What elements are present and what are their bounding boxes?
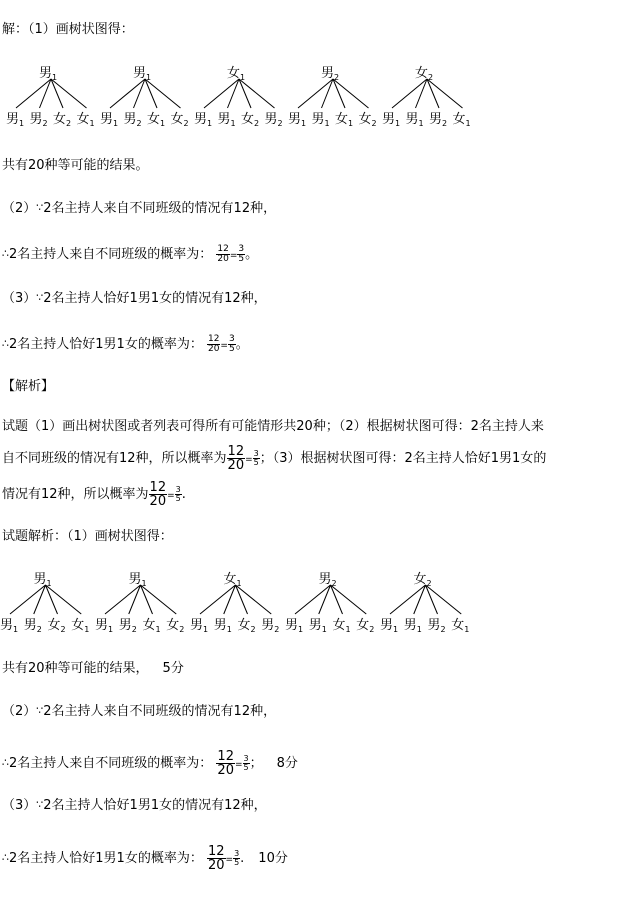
tree-leaf-node: 男$_2$ bbox=[264, 112, 283, 128]
fraction-12-20: $\frac{12}{20}$ bbox=[149, 480, 167, 509]
tree-leaf-node: 男$_2$ bbox=[118, 618, 137, 634]
score-label: 10分 bbox=[258, 851, 288, 866]
tree-branch bbox=[239, 79, 275, 108]
because-symbol: ∵ bbox=[36, 291, 44, 304]
tree-root-node: 男$_2$ bbox=[318, 572, 337, 588]
tree-branches bbox=[0, 568, 630, 648]
tree-leaf-node: 男$_1$ bbox=[288, 112, 307, 128]
fraction-12-20: $\frac{12}{20}$ bbox=[227, 444, 245, 473]
tree-leaf-node: 男$_1$ bbox=[217, 112, 236, 128]
therefore-symbol: ∴ bbox=[2, 756, 9, 769]
part2-label: （2） bbox=[2, 201, 37, 216]
tree-leaf-node: 男$_2$ bbox=[427, 618, 446, 634]
analysis-text: 自不同班级的情况有12种，所以概率为 bbox=[2, 451, 227, 466]
tree-leaf-node: 女$_1$ bbox=[142, 618, 161, 634]
tree-leaf-node: 男$_1$ bbox=[403, 618, 422, 634]
analysis-line-2 bbox=[2, 445, 546, 472]
tree-leaf-node: 男$_2$ bbox=[429, 112, 448, 128]
tree-leaf-node: 男$_1$ bbox=[405, 112, 424, 128]
fraction-3-5: $\frac{3}{5}$ bbox=[234, 849, 240, 867]
tree-leaf-node: 女$_2$ bbox=[170, 112, 189, 128]
fraction-3-5: $\frac{3}{5}$ bbox=[253, 449, 259, 467]
tree-leaf-node: 男$_2$ bbox=[23, 618, 42, 634]
tree-branch bbox=[46, 585, 82, 614]
tree-branch bbox=[426, 585, 462, 614]
tree-leaf-node: 女$_1$ bbox=[71, 618, 90, 634]
tree-root-node: 男$_2$ bbox=[321, 66, 340, 82]
analysis-line-3 bbox=[2, 481, 186, 508]
tree-leaf-node: 女$_1$ bbox=[332, 618, 351, 634]
because-symbol: ∵ bbox=[36, 704, 44, 717]
part3-end: . bbox=[240, 851, 245, 866]
tree-leaf-node: 男$_2$ bbox=[261, 618, 280, 634]
analysis-text: . bbox=[181, 487, 186, 502]
fraction-3-5: $\frac{3}{5}$ bbox=[175, 485, 181, 503]
tree-branch bbox=[145, 79, 181, 108]
tree-leaf-node: 男$_1$ bbox=[213, 618, 232, 634]
part2-text: 2名主持人来自不同班级的情况有12种， bbox=[43, 201, 277, 216]
equals-sign: = bbox=[220, 341, 228, 351]
tree-branch bbox=[331, 585, 367, 614]
tree-leaf-node: 女$_2$ bbox=[241, 112, 260, 128]
part2-prob-label: 2名主持人来自不同班级的概率为： bbox=[9, 756, 213, 771]
tree-leaf-node: 男$_1$ bbox=[0, 618, 19, 634]
tree-branches bbox=[0, 62, 630, 142]
total-outcomes: 共有20种等可能的结果。 bbox=[2, 158, 149, 173]
therefore-symbol: ∴ bbox=[2, 851, 9, 864]
therefore-symbol: ∴ bbox=[2, 337, 9, 350]
part3-prob-label: 2名主持人恰好1男1女的概率为： bbox=[9, 337, 203, 352]
equals-sign: = bbox=[225, 855, 234, 865]
part2-end: ； bbox=[249, 756, 263, 771]
tree-root-node: 女$_2$ bbox=[413, 572, 432, 588]
fraction-12-20: $\frac{12}{20}$ bbox=[217, 244, 229, 264]
solution-heading: 解：（1）画树状图得： bbox=[2, 22, 134, 37]
tree-root-node: 男$_1$ bbox=[128, 572, 147, 588]
score-label: 5分 bbox=[162, 661, 184, 676]
tree-leaf-node: 女$_1$ bbox=[451, 618, 470, 634]
because-symbol: ∵ bbox=[36, 798, 44, 811]
tree-branch bbox=[105, 585, 141, 614]
tree-branch bbox=[200, 585, 236, 614]
fraction-12-20: $\frac{12}{20}$ bbox=[207, 844, 225, 873]
therefore-symbol: ∴ bbox=[2, 247, 9, 260]
analysis-line-1: 试题（1）画出树状图或者列表可得所有可能情形共20种；（2）根据树状图可得：2名主持人来 bbox=[2, 419, 544, 434]
detail-part2-prob-line bbox=[2, 750, 298, 777]
detail-part3-line bbox=[2, 797, 267, 815]
tree-leaf-node: 男$_2$ bbox=[29, 112, 48, 128]
equals-sign: = bbox=[234, 760, 243, 770]
tree-leaf-node: 男$_2$ bbox=[123, 112, 142, 128]
tree-leaf-node: 男$_1$ bbox=[6, 112, 25, 128]
tree-branch bbox=[10, 585, 46, 614]
tree-leaf-node: 女$_2$ bbox=[237, 618, 256, 634]
part2-prob-line bbox=[2, 245, 258, 265]
tree-diagram bbox=[0, 568, 630, 648]
tree-branch bbox=[333, 79, 369, 108]
tree-branch bbox=[427, 79, 463, 108]
score-label: 8分 bbox=[276, 756, 298, 771]
tree-branch bbox=[141, 585, 177, 614]
detail-total-text: 共有20种等可能的结果， bbox=[2, 661, 149, 676]
tree-root-node: 女$_1$ bbox=[223, 572, 242, 588]
tree-leaf-node: 男$_1$ bbox=[285, 618, 304, 634]
fraction-3-5: $\frac{3}{5}$ bbox=[243, 754, 249, 772]
tree-leaf-node: 女$_2$ bbox=[53, 112, 72, 128]
part3-label: （3） bbox=[2, 798, 37, 813]
part2-prob-label: 2名主持人来自不同班级的概率为： bbox=[9, 247, 213, 262]
part3-prob-line bbox=[2, 335, 249, 355]
equals-sign: = bbox=[229, 251, 238, 261]
part3-line bbox=[2, 290, 267, 308]
detail-part2-line bbox=[2, 703, 276, 721]
tree-leaf-node: 男$_1$ bbox=[95, 618, 114, 634]
part3-label: （3） bbox=[2, 291, 37, 306]
tree-leaf-node: 男$_1$ bbox=[311, 112, 330, 128]
equals-sign: = bbox=[245, 455, 253, 465]
analysis-text: ；（3）根据树状图可得：2名主持人恰好1男1女的 bbox=[259, 451, 547, 466]
tree-leaf-node: 女$_2$ bbox=[358, 112, 377, 128]
part2-text: 2名主持人来自不同班级的情况有12种， bbox=[43, 704, 277, 719]
part3-prob-label: 2名主持人恰好1男1女的概率为： bbox=[9, 851, 203, 866]
fraction-3-5: $\frac{3}{5}$ bbox=[228, 334, 235, 354]
tree-diagram bbox=[0, 62, 630, 142]
tree-root-node: 男$_1$ bbox=[39, 66, 58, 82]
fraction-12-20: $\frac{12}{20}$ bbox=[207, 334, 220, 354]
tree-branch bbox=[236, 585, 272, 614]
tree-branch bbox=[51, 79, 87, 108]
tree-leaf-node: 女$_1$ bbox=[147, 112, 166, 128]
tree-leaf-node: 男$_1$ bbox=[100, 112, 119, 128]
analysis-text: 情况有12种，所以概率为 bbox=[2, 487, 149, 502]
part2-label: （2） bbox=[2, 704, 37, 719]
tree-branch bbox=[295, 585, 331, 614]
tree-leaf-node: 女$_2$ bbox=[356, 618, 375, 634]
detail-total bbox=[2, 660, 184, 678]
tree-root-node: 男$_1$ bbox=[33, 572, 52, 588]
tree-leaf-node: 女$_2$ bbox=[166, 618, 185, 634]
tree-leaf-node: 男$_1$ bbox=[380, 618, 399, 634]
part3-text: 2名主持人恰好1男1女的情况有12种， bbox=[43, 798, 267, 813]
detail-part3-prob-line bbox=[2, 845, 288, 872]
tree-root-node: 男$_1$ bbox=[133, 66, 152, 82]
tree-root-node: 女$_1$ bbox=[227, 66, 246, 82]
tree-leaf-node: 男$_1$ bbox=[190, 618, 209, 634]
analysis-heading: 【解析】 bbox=[2, 379, 55, 394]
tree-root-node: 女$_2$ bbox=[415, 66, 434, 82]
tree-leaf-node: 女$_2$ bbox=[47, 618, 66, 634]
tree-branch bbox=[390, 585, 426, 614]
tree-leaf-node: 女$_1$ bbox=[452, 112, 471, 128]
tree-leaf-node: 女$_1$ bbox=[335, 112, 354, 128]
tree-leaf-node: 男$_1$ bbox=[382, 112, 401, 128]
tree-leaf-node: 男$_1$ bbox=[194, 112, 213, 128]
equals-sign: = bbox=[167, 491, 175, 501]
fraction-12-20: $\frac{12}{20}$ bbox=[217, 749, 234, 778]
tree-leaf-node: 女$_1$ bbox=[76, 112, 95, 128]
part3-text: 2名主持人恰好1男1女的情况有12种， bbox=[43, 291, 267, 306]
tree-leaf-node: 男$_1$ bbox=[308, 618, 327, 634]
part3-end: 。 bbox=[235, 337, 249, 352]
because-symbol: ∵ bbox=[36, 201, 44, 214]
fraction-3-5: $\frac{3}{5}$ bbox=[238, 244, 245, 264]
part2-line bbox=[2, 200, 276, 218]
detail-heading: 试题解析：（1）画树状图得： bbox=[2, 529, 173, 544]
part2-end: 。 bbox=[245, 247, 259, 262]
